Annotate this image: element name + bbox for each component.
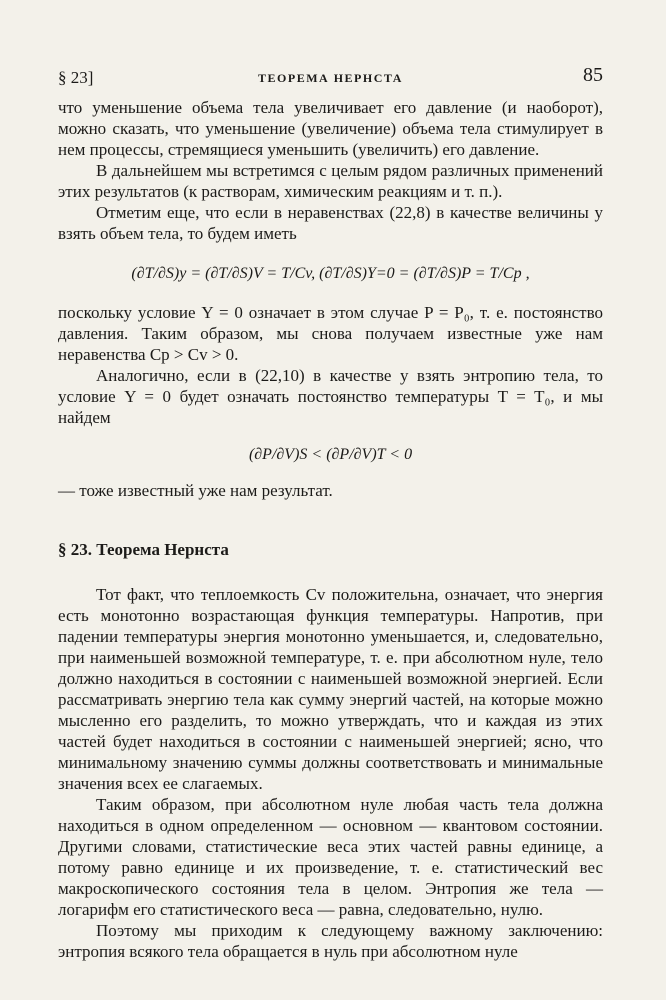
section-paragraph-2: Таким образом, при абсолютном нуле любая часть тела должна находиться в одном определенном — основном — квантовом состоянии. Другими словами, статистические веса этих частей равны единице, а потому равно единице и их произведение, т. е. статистический вес макроскопического состояния тела в целом. Энтропия же тела — логарифм его статистического веса — равна, следовательно, нулю.: [58, 795, 603, 919]
paragraph-6: — тоже известный уже нам результат.: [58, 481, 333, 500]
section-heading: § 23. Теорема Нернста: [58, 540, 229, 559]
running-header: [58, 62, 603, 90]
paragraph-1: что уменьшение объема тела увеличивает его давление (и наоборот), можно сказать, что уменьшение (увеличение) объема тела стимулирует в нем процессы, стремящиеся уменьшить (увеличить) его давление.: [58, 98, 603, 159]
paragraph-3: Отметим еще, что если в неравенствах (22,8) в качестве величины y взять объем тела, то будем иметь: [58, 203, 603, 243]
running-title: ТЕОРЕМА НЕРНСТА: [258, 71, 403, 85]
section-paragraph-1: Тот факт, что теплоемкость Cv положительна, означает, что энергия есть монотонно возрастающая функция температуры. Напротив, при падении температуры энергия монотонно уменьшается, и, следовательно, при наименьшей возможной температуре, т. е. при абсолютном нуле, тело должно находиться в состоянии с наименьшей возможной энергией. Если рассматривать энергию тела как сумму энергий частей, на которые можно мысленно его разделить, то можно утверждать, что и каждая из этих частей будет находиться в состоянии с наименьшей энергией; ясно, что минимальному значению суммы должны соответствовать и минимальные значения всех ее слагаемых.: [58, 585, 603, 793]
page-body: [58, 97, 603, 962]
section-paragraph-3: Поэтому мы приходим к следующему важному заключению: энтропия всякого тела обращается в нуль при абсолютном нуле: [58, 921, 603, 961]
formula-derivatives-temperature: (∂T/∂S)y = (∂T/∂S)V = T/Cv, (∂T/∂S)Y=0 = (∂T/∂S)P = T/Cp ,: [131, 265, 530, 282]
formula-derivatives-pressure: (∂P/∂V)S < (∂P/∂V)T < 0: [248, 446, 413, 463]
paragraph-5: Аналогично, если в (22,10) в качестве y взять энтропию тела, то условие Y = 0 будет означать постоянство температуры T = T₀, и мы найдем: [58, 366, 603, 427]
paragraph-2: В дальнейшем мы встретимся с целым рядом различных применений этих результатов (к растворам, химическим реакциям и т. п.).: [58, 161, 603, 201]
paragraph-4: поскольку условие Y = 0 означает в этом случае P = P₀, т. е. постоянство давления. Таким образом, мы снова получаем известные уже нам неравенства Cp > Cv > 0.: [58, 303, 603, 364]
section-reference: § 23]: [58, 68, 94, 87]
page-number: 85: [583, 64, 603, 86]
